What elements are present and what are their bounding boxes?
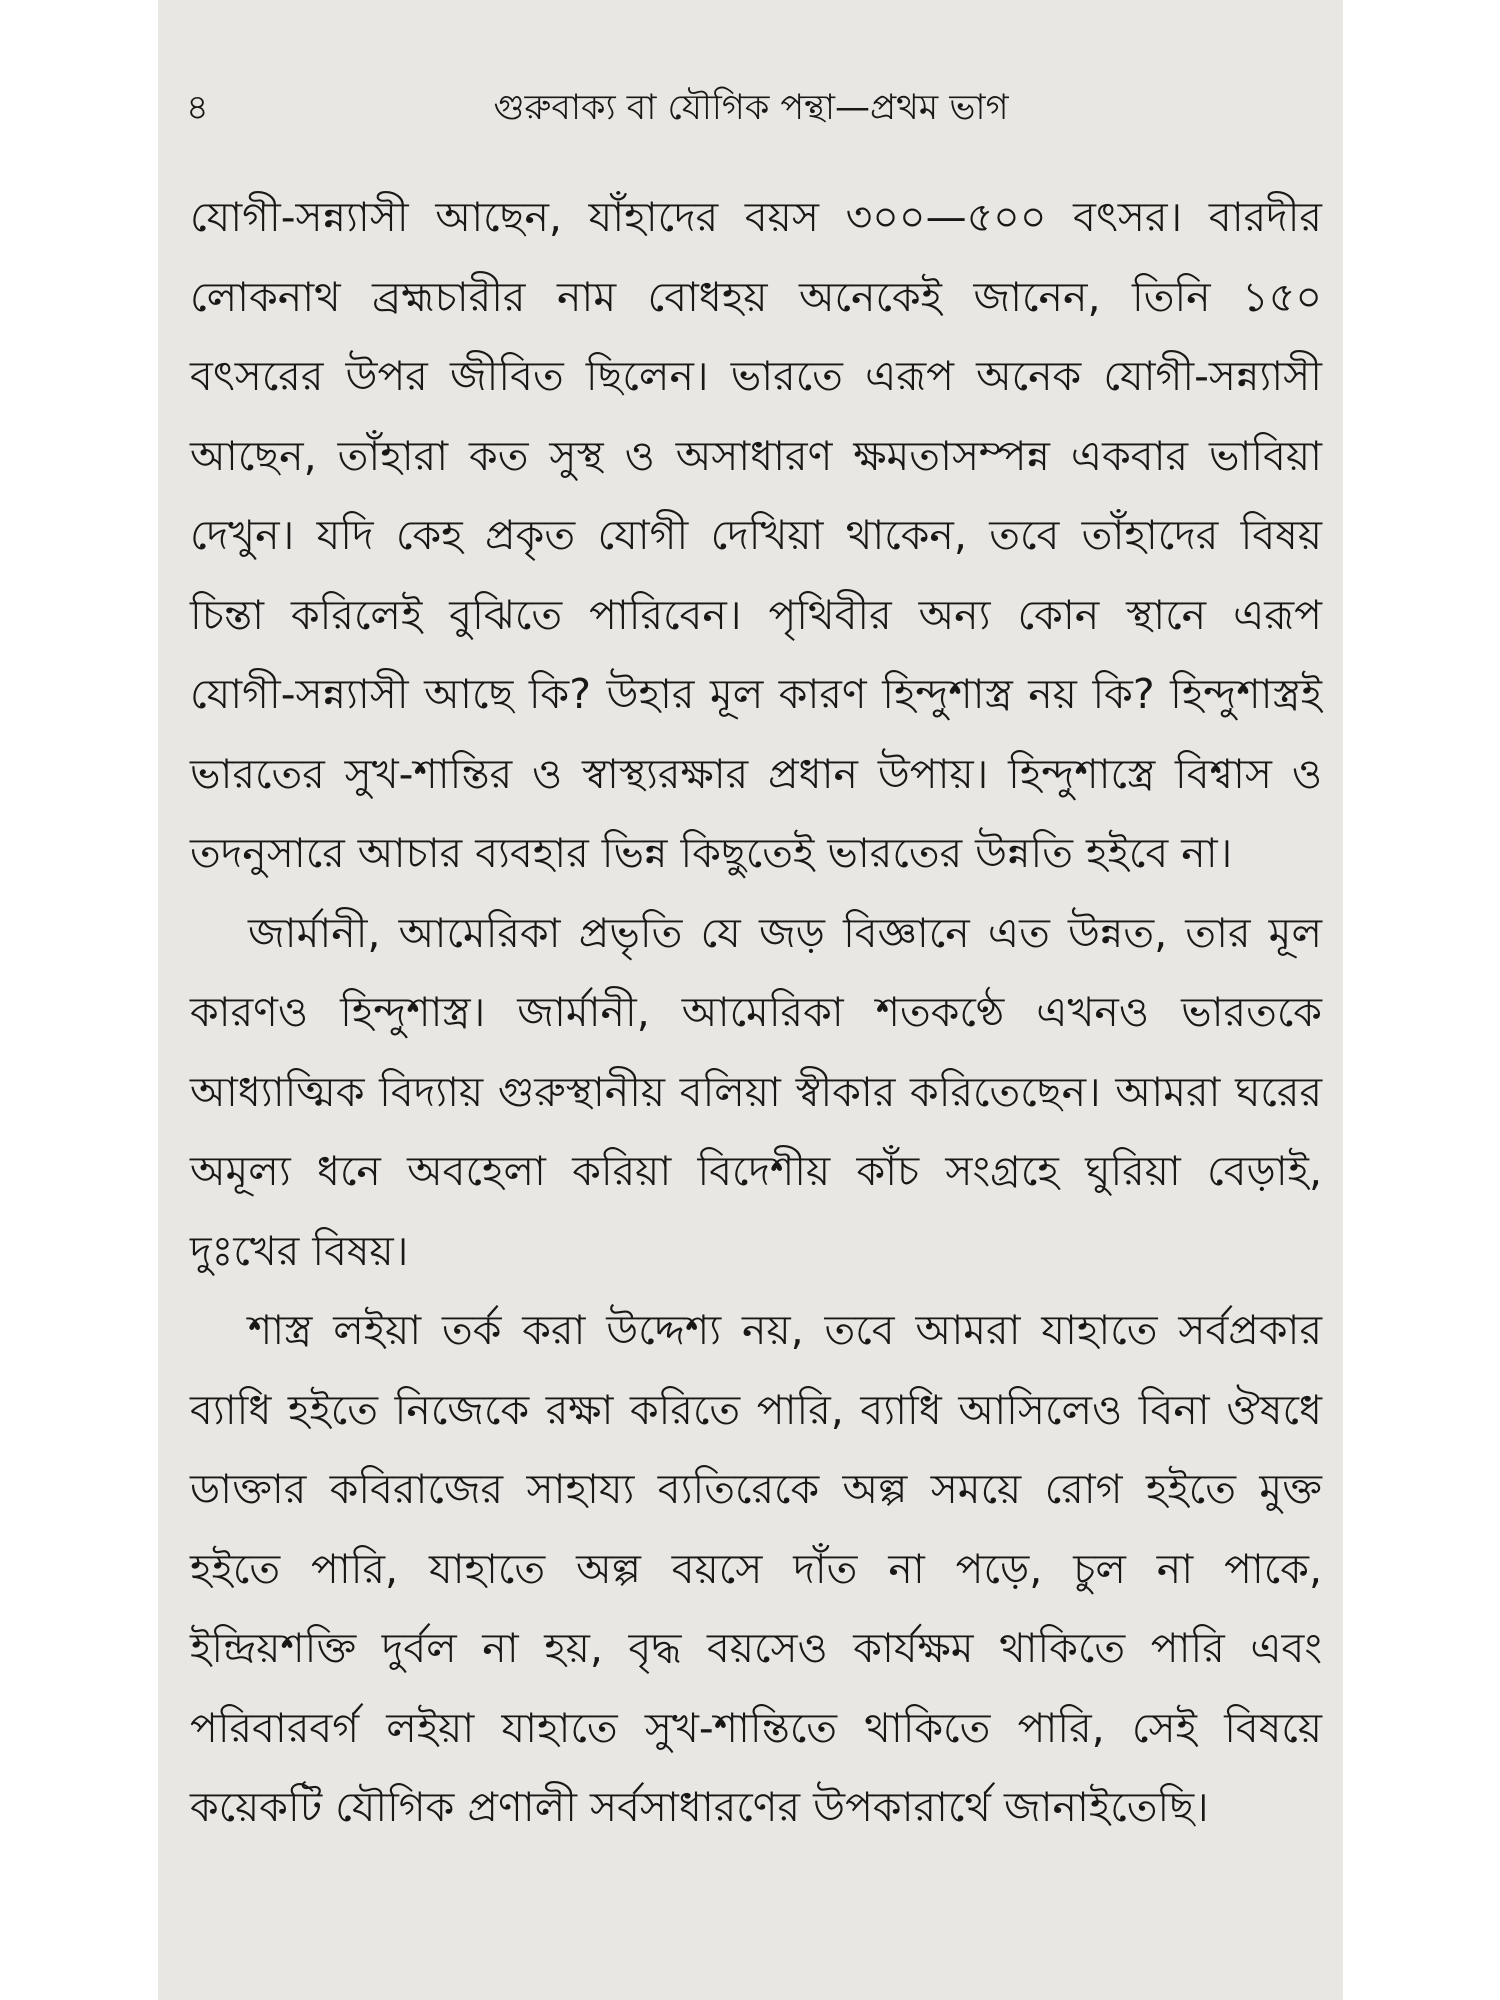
page-number: ৪ bbox=[186, 88, 209, 128]
paragraph: জার্মানী, আমেরিকা প্রভৃতি যে জড় বিজ্ঞানে এত উন্নত, তার মূল কারণও হিন্দুশাস্ত্র। জার্মানী, আমেরিকা শতকণ্ঠে এখনও ভারতকে আধ্যাত্মিক বিদ্যায় গুরুস্থানীয় বলিয়া স্বীকার করিতেছেন। আমরা ঘরের অমূল্য ধনে অবহেলা করিয়া বিদেশীয় কাঁচ সংগ্রহে ঘুরিয়া বেড়াই, দুঃখের বিষয়। bbox=[190, 908, 1322, 1275]
body-text bbox=[190, 178, 1322, 1848]
page-header bbox=[186, 72, 1316, 132]
paragraph: শাস্ত্র লইয়া তর্ক করা উদ্দেশ্য নয়, তবে আমরা যাহাতে সর্বপ্রকার ব্যাধি হইতে নিজেকে রক্ষা করিতে পারি, ব্যাধি আসিলেও বিনা ঔষধে ডাক্তার কবিরাজের সাহায্য ব্যতিরেকে অল্প সময়ে রোগ হইতে মুক্ত হইতে পারি, যাহাতে অল্প বয়সে দাঁত না পড়ে, চুল না পাকে, ইন্দ্রিয়শক্তি দুর্বল না হয়, বৃদ্ধ বয়সেও কার্যক্ষম থাকিতে পারি এবং পরিবারবর্গ লইয়া যাহাতে সুখ-শান্তিতে থাকিতে পারি, সেই বিষয়ে কয়েকটি যৌগিক প্রণালী সর্বসাধারণের উপকারার্থে জানাইতেছি। bbox=[190, 1306, 1322, 1831]
paragraph: যোগী-সন্ন্যাসী আছেন, যাঁহাদের বয়স ৩০০—৫০০ বৎসর। বারদীর লোকনাথ ব্রহ্মচারীর নাম বোধহয় অনেকেই জানেন, তিনি ১৫০ বৎসরের উপর জীবিত ছিলেন। ভারতে এরূপ অনেক যোগী-সন্ন্যাসী আছেন, তাঁহারা কত সুস্থ ও অসাধারণ ক্ষমতাসম্পন্ন একবার ভাবিয়া দেখুন। যদি কেহ প্রকৃত যোগী দেখিয়া থাকেন, তবে তাঁহাদের বিষয় চিন্তা করিলেই বুঝিতে পারিবেন। পৃথিবীর অন্য কোন স্থানে এরূপ যোগী-সন্ন্যাসী আছে কি? উহার মূল কারণ হিন্দুশাস্ত্র নয় কি? হিন্দুশাস্ত্রই ভারতের সুখ-শান্তির ও স্বাস্থ্যরক্ষার প্রধান উপায়। হিন্দুশাস্ত্রে বিশ্বাস ও তদনুসারে আচার ব্যবহার ভিন্ন কিছুতেই ভারতের উন্নতি হইবে না। bbox=[190, 193, 1322, 877]
book-page bbox=[158, 0, 1343, 2000]
running-title: গুরুবাক্য বা যৌগিক পন্থা—প্রথম ভাগ bbox=[493, 88, 1009, 128]
